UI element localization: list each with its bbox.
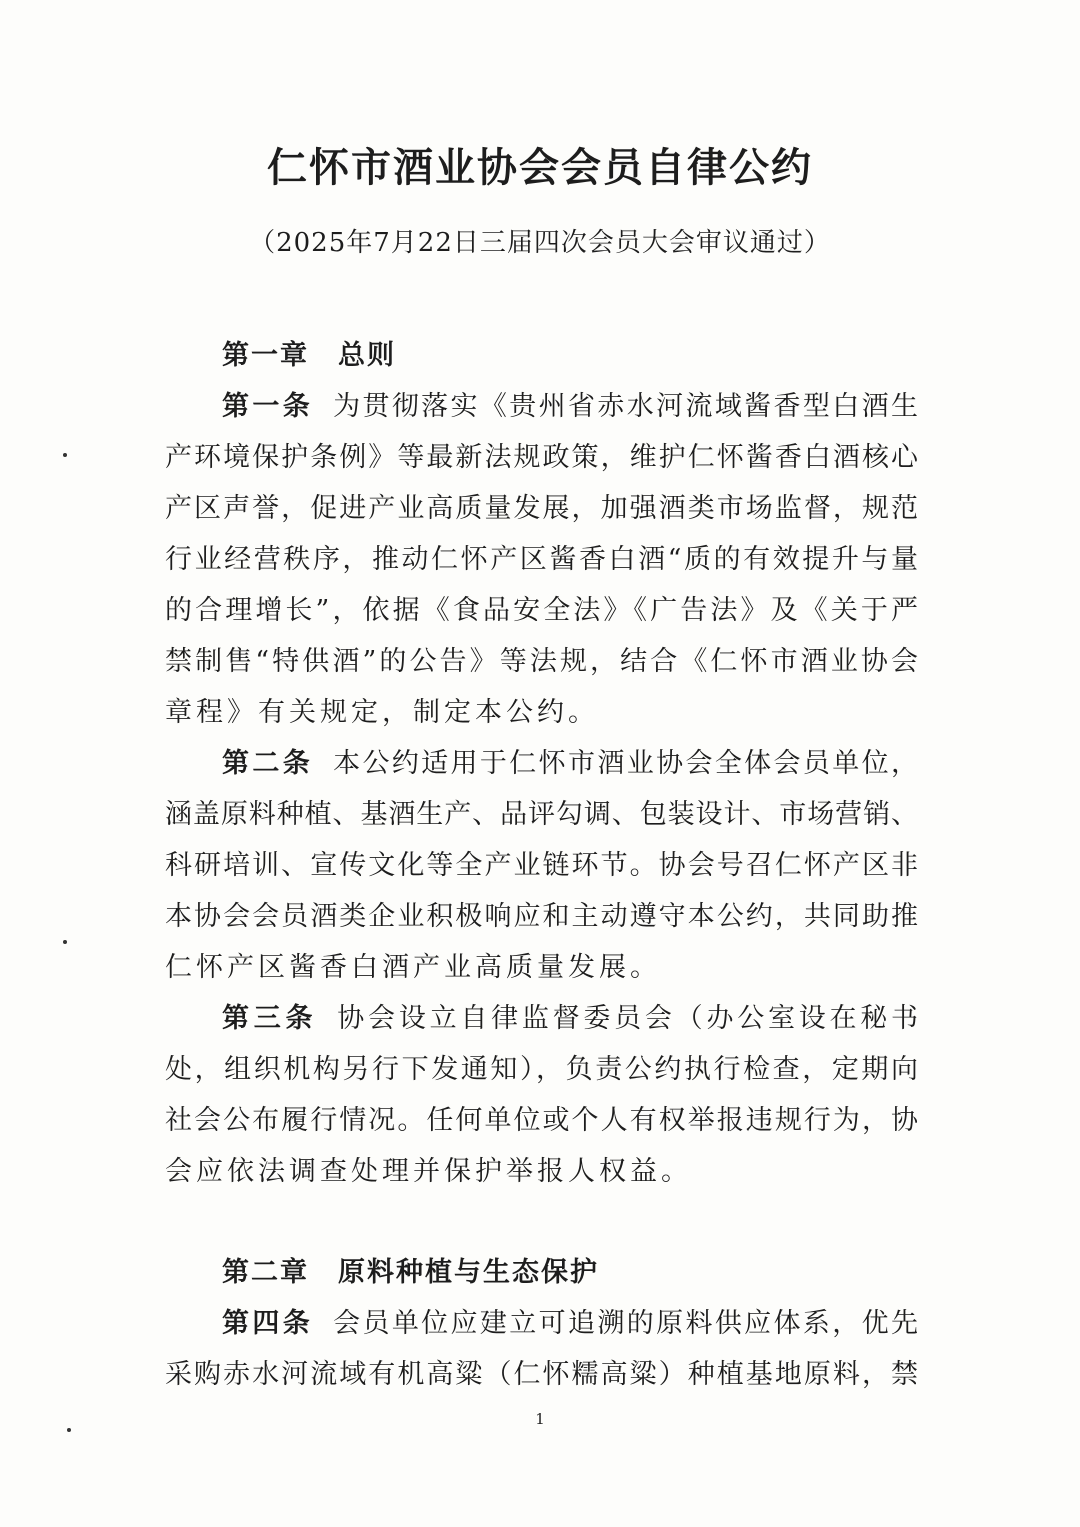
document-title: 仁怀市酒业协会会员自律公约 <box>267 144 813 191</box>
article-text: 涵盖原料种植、基酒生产、品评勾调、包装设计、市场营销、 <box>165 799 918 830</box>
article-text: 仁怀产区酱香白酒产业高质量发展。 <box>165 952 661 983</box>
scan-speck <box>67 1428 71 1432</box>
page-number: 1 <box>535 1410 545 1428</box>
chapter-heading: 第二章 原料种植与生态保护 <box>222 1257 599 1288</box>
article <box>165 1298 918 1400</box>
article <box>165 993 918 1197</box>
article-line <box>165 738 918 789</box>
article-text: 的合理增长”，依据《食品安全法》《广告法》及《关于严 <box>165 595 918 626</box>
article-line <box>165 381 918 432</box>
article-text: 社会公布履行情况。任何单位或个人有权举报违规行为，协 <box>165 1105 918 1136</box>
scan-speck <box>63 940 67 944</box>
article-line <box>165 534 918 585</box>
article-text: 会应依法调查处理并保护举报人权益。 <box>165 1156 692 1187</box>
article-line <box>165 1095 918 1146</box>
article-line <box>165 483 918 534</box>
scan-speck <box>63 453 67 457</box>
article-label: 第一条 <box>222 391 314 422</box>
article-line <box>165 840 918 891</box>
article-line <box>165 1044 918 1095</box>
article-text: 会员单位应建立可追溯的原料供应体系，优先 <box>333 1308 919 1339</box>
article-line <box>165 585 918 636</box>
article-line <box>165 1146 918 1197</box>
article-text: 产区声誉，促进产业高质量发展，加强酒类市场监督，规范 <box>165 493 918 524</box>
article-line <box>165 636 918 687</box>
article-line <box>165 1298 918 1349</box>
article-text: 本协会会员酒类企业积极响应和主动遵守本公约，共同助推 <box>165 901 918 932</box>
article-label: 第三条 <box>222 1003 318 1034</box>
article-label: 第二条 <box>222 748 314 779</box>
article-text: 产环境保护条例》等最新法规政策，维护仁怀酱香白酒核心 <box>165 442 918 473</box>
article <box>165 738 918 993</box>
article-text: 禁制售“特供酒”的公告》等法规，结合《仁怀市酒业协会 <box>165 646 918 677</box>
chapter-heading: 第一章 总则 <box>222 340 396 371</box>
document-subtitle: （2025年7月22日三届四次会员大会审议通过） <box>249 228 831 258</box>
article-line <box>165 789 918 840</box>
article-text: 协会设立自律监督委员会（办公室设在秘书 <box>337 1003 919 1034</box>
article-text: 本公约适用于仁怀市酒业协会全体会员单位， <box>333 748 919 779</box>
article <box>165 381 918 738</box>
article-text: 为贯彻落实《贵州省赤水河流域酱香型白酒生 <box>333 391 919 422</box>
document-body <box>165 330 918 1400</box>
article-line <box>165 1349 918 1400</box>
article-text: 处，组织机构另行下发通知），负责公约执行检查，定期向 <box>165 1054 918 1085</box>
article-line <box>165 687 918 738</box>
article-text: 采购赤水河流域有机高粱（仁怀糯高粱）种植基地原料，禁 <box>165 1359 918 1390</box>
article-line <box>165 942 918 993</box>
article-text: 章程》有关规定，制定本公约。 <box>165 697 599 728</box>
article-text: 科研培训、宣传文化等全产业链环节。协会号召仁怀产区非 <box>165 850 918 881</box>
article-line <box>165 432 918 483</box>
article-line <box>165 891 918 942</box>
article-label: 第四条 <box>222 1308 314 1339</box>
article-text: 行业经营秩序，推动仁怀产区酱香白酒“质的有效提升与量 <box>165 544 918 575</box>
article-line <box>165 993 918 1044</box>
